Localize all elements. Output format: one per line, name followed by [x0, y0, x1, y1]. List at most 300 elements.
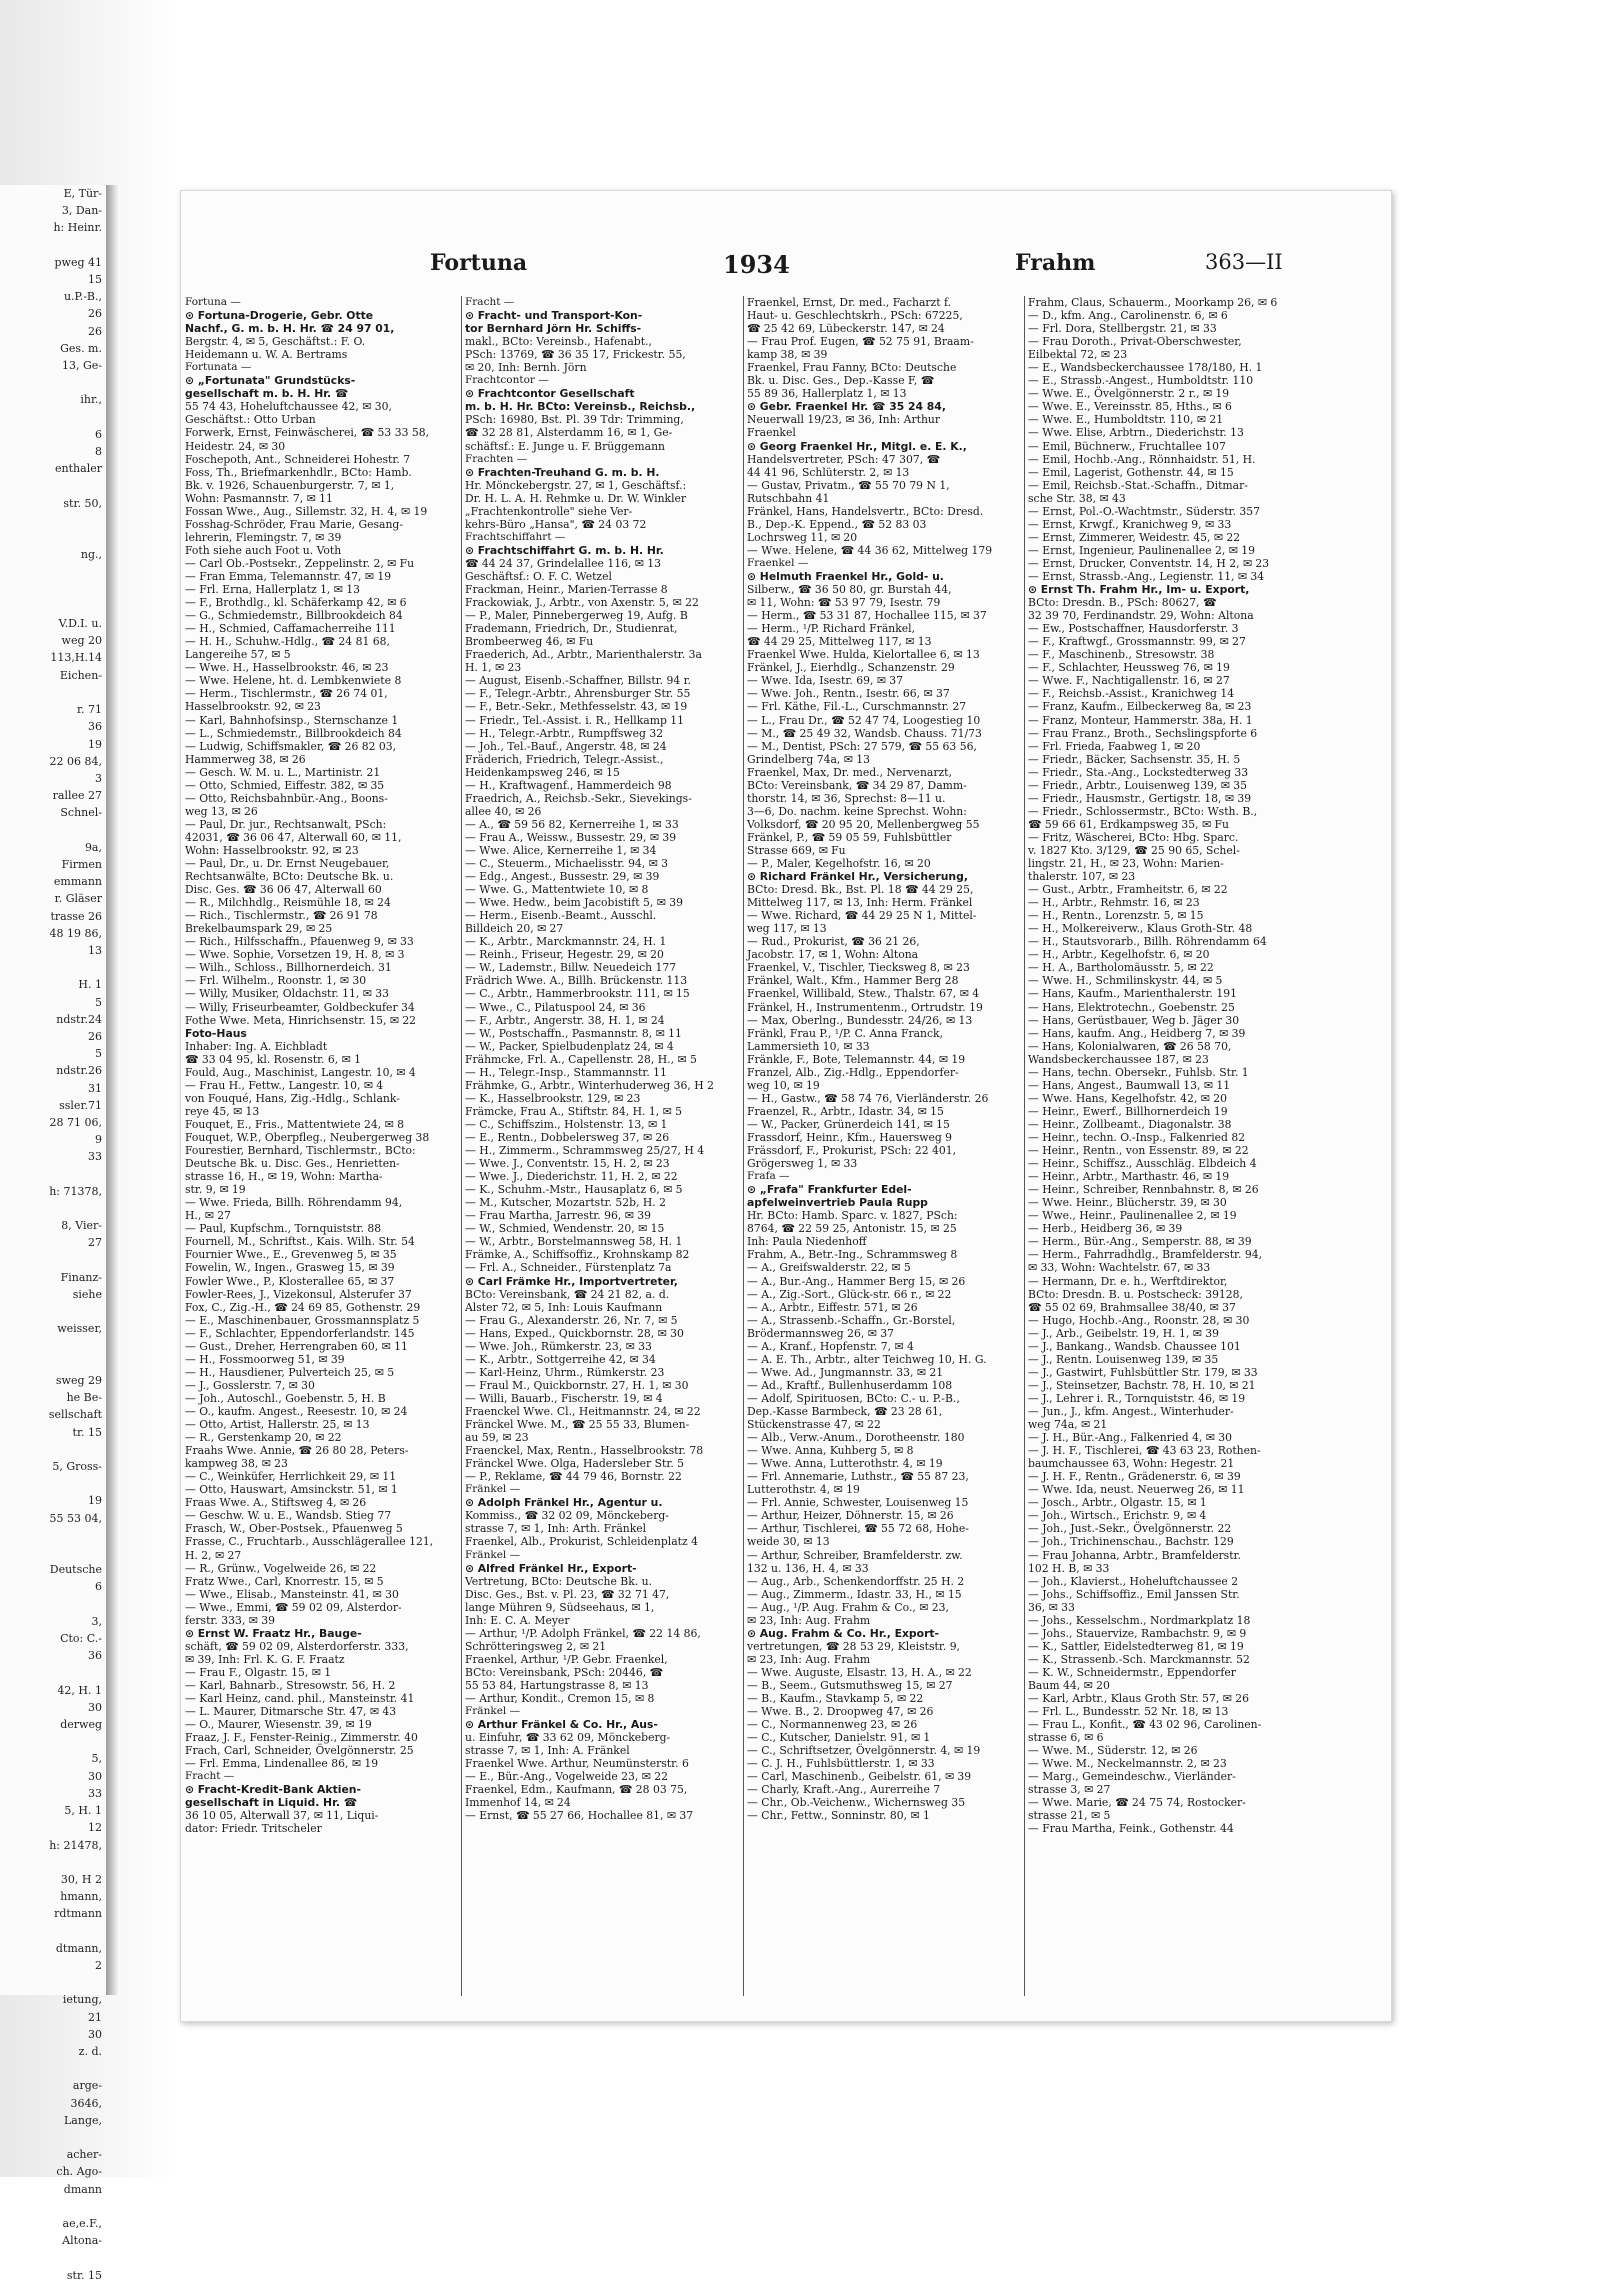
directory-entry: Dep.-Kasse Barmbeck, ☎ 23 28 61,: [747, 1404, 943, 1418]
directory-entry: — E., Rentn., Dobbelersweg 37, ✉ 26: [465, 1131, 670, 1144]
directory-entry: — Wwe. Joh., Rümkerstr. 23, ✉ 33: [465, 1339, 652, 1353]
directory-entry: PSch: 16980, Bst. Pl. 39 Tdr: Trimming,: [465, 413, 684, 427]
column-divider: [743, 296, 744, 1996]
adjacent-page-line: z. d.: [78, 2044, 102, 2058]
directory-entry: Fraenkel: [747, 426, 796, 440]
directory-entry: — O., kaufm. Angest., Reesestr. 10, ✉ 24: [185, 1404, 408, 1418]
directory-entry: — Fritz, Wäscherei, BCto: Hbg. Sparc.: [1028, 830, 1239, 844]
directory-entry: — Frau G., Alexanderstr. 26, Nr. 7, ✉ 5: [465, 1313, 678, 1327]
adjacent-page-line: [0, 1355, 108, 1372]
directory-entry: — Hans, Elektrotechn., Goebenstr. 25: [1028, 1000, 1235, 1014]
directory-entry: Wandsbeckerchaussee 187, ✉ 23: [1028, 1052, 1209, 1066]
directory-entry: — Reinh., Friseur, Hegestr. 29, ✉ 20: [465, 948, 664, 962]
directory-entry: Foschepoth, Ant., Schneiderei Hohestr. 7: [185, 452, 411, 466]
directory-entry: ⊙ „Fortunata" Grundstücks-: [185, 374, 356, 388]
directory-entry: ⊙ Gebr. Fraenkel Hr. ☎ 35 24 84,: [747, 400, 946, 414]
adjacent-page-line: 9: [95, 1133, 102, 1147]
adjacent-page-line: Firmen: [61, 857, 102, 871]
directory-entry: ☎ 25 42 69, Lübeckerstr. 147, ✉ 24: [747, 322, 945, 336]
adjacent-page-line: str. 15: [66, 2268, 102, 2282]
directory-entry: — Josch., Arbtr., Olgastr. 15, ✉ 1: [1028, 1496, 1207, 1510]
directory-entry: — M., ☎ 25 49 32, Wandsb. Chauss. 71/73: [747, 726, 982, 740]
adjacent-page-line: [0, 563, 108, 580]
adjacent-page-line: 30: [88, 1769, 102, 1783]
directory-entry: — Charly, Kraft.-Ang., Aurerreihe 7: [747, 1783, 941, 1797]
directory-entry: ⊙ Frachtcontor Gesellschaft: [465, 387, 635, 401]
directory-entry: Fraenkel, Edm., Kaufmann, ☎ 28 03 75,: [465, 1783, 688, 1797]
directory-entry: Grögersweg 1, ✉ 33: [747, 1157, 858, 1171]
directory-entry: — E., Strassb.-Angest., Humboldtstr. 110: [1028, 374, 1254, 388]
directory-entry: weg 74a, ✉ 21: [1028, 1418, 1108, 1432]
adjacent-page-line: 3646,: [70, 2096, 102, 2110]
directory-entry: — Gustav, Privatm., ☎ 55 70 79 N 1,: [747, 478, 950, 492]
directory-entry: Fraenkel, Arthur, ¹/P. Gebr. Fraenkel,: [465, 1652, 668, 1666]
directory-entry: — Joh., Klavierst., Hoheluftchaussee 2: [1028, 1574, 1239, 1588]
directory-entry: Fraederich, Ad., Arbtr., Marienthalerstr. 3a: [465, 648, 702, 662]
adjacent-page-line: dtmann,: [55, 1941, 102, 1955]
directory-entry: — Frau A., Weissw., Bussestr. 29, ✉ 39: [465, 830, 677, 844]
adjacent-page-line: sellschaft: [48, 1408, 102, 1422]
adjacent-page-line: 21: [88, 2010, 102, 2024]
directory-entry: 42031, ☎ 36 06 47, Alterwall 60, ✉ 11,: [185, 830, 402, 844]
directory-entry: — J., Bankang., Wandsb. Chaussee 101: [1028, 1339, 1241, 1353]
directory-entry: — Herm., ☎ 53 31 87, Hochallee 115, ✉ 37: [747, 609, 987, 623]
directory-entry: — Wilh., Schloss., Billhornerdeich. 31: [185, 961, 392, 975]
adjacent-page-line: [0, 684, 108, 701]
directory-entry: — Wwe. B., 2. Droopweg 47, ✉ 26: [747, 1705, 934, 1719]
directory-entry: ⊙ Frachten-Treuhand G. m. b. H.: [465, 465, 660, 479]
directory-entry: ✉ 39, Inh: Frl. K. G. F. Fraatz: [185, 1652, 345, 1666]
adjacent-page-line: weg 20: [61, 634, 102, 648]
adjacent-page-line: [0, 2129, 108, 2146]
directory-entry: Fossan Wwe., Aug., Sillemstr. 32, H. 4, ✉ 19: [185, 504, 428, 518]
directory-entry: Fraenkel Wwe. Arthur, Neumünsterstr. 6: [465, 1757, 689, 1771]
directory-entry: — Ernst, Ingenieur, Paulinenallee 2, ✉ 19: [1028, 543, 1255, 557]
directory-entry: ⊙ Carl Främke Hr., Importvertreter,: [465, 1274, 678, 1288]
directory-entry: — Emil, Büchnerw., Fruchtallee 107: [1028, 439, 1226, 453]
adjacent-page-line: 19: [88, 737, 102, 751]
directory-entry: — Edg., Angest., Bussestr. 29, ✉ 39: [465, 870, 660, 884]
directory-entry: apfelweinvertrieb Paula Rupp: [747, 1196, 928, 1210]
directory-entry: — A., Arbtr., Eiffestr. 571, ✉ 26: [747, 1300, 918, 1314]
directory-entry: ☎ 59 66 61, Erdkampsweg 35, ✉ Fu: [1028, 817, 1229, 831]
adjacent-page-line: acher-: [66, 2148, 102, 2162]
directory-entry: — Karl-Heinz, Uhrm., Rümkerstr. 23: [465, 1365, 665, 1379]
directory-entry: — Arthur, Schreiber, Bramfelderstr. zw.: [747, 1548, 963, 1562]
adjacent-page-line: trasse 26: [50, 909, 102, 923]
directory-entry: — H., Telegr.-Insp., Stammannstr. 11: [465, 1065, 667, 1079]
adjacent-page-line: Schnel-: [60, 806, 102, 820]
directory-entry: — Rich., Hilfsschaffn., Pfauenweg 9, ✉ 33: [185, 935, 414, 949]
directory-entry: ⊙ Alfred Fränkel Hr., Export-: [465, 1561, 637, 1575]
adjacent-page-line: 12: [88, 1821, 102, 1835]
directory-entry: — Ernst, Zimmerer, Weidestr. 45, ✉ 22: [1028, 530, 1241, 544]
directory-entry: — Hans, Exped., Quickbornstr. 28, ✉ 30: [465, 1326, 684, 1340]
page-header: [0, 250, 1380, 290]
directory-entry: — Paul, Dr. jur., Rechtsanwalt, PSch:: [185, 817, 387, 831]
directory-entry: — Wwe. Heinr., Blücherstr. 39, ✉ 30: [1028, 1196, 1227, 1210]
directory-entry: Fränkle, F., Bote, Telemannstr. 44, ✉ 19: [747, 1052, 966, 1066]
directory-entry: vertretungen, ☎ 28 53 29, Kleiststr. 9,: [747, 1639, 960, 1653]
directory-entry: Forwerk, Ernst, Feinwäscherei, ☎ 53 33 58,: [185, 426, 430, 440]
directory-entry: u. Einfuhr, ☎ 33 62 09, Mönckeberg-: [465, 1731, 671, 1745]
directory-entry: ⊙ „Frafa" Frankfurter Edel-: [747, 1183, 912, 1197]
adjacent-page-line: 26: [88, 324, 102, 338]
directory-entry: 8764, ☎ 22 59 25, Antonistr. 15, ✉ 25: [747, 1222, 957, 1236]
directory-entry: — F., Reichsb.-Assist., Kranichweg 14: [1028, 687, 1235, 701]
directory-entry: Kommiss., ☎ 32 02 09, Mönckeberg-: [465, 1509, 669, 1523]
adjacent-page-line: [0, 959, 108, 976]
directory-entry: Fournell, M., Schriftst., Kais. Wilh. Str. 54: [185, 1235, 415, 1249]
directory-entry: — Willy, Musiker, Oldachstr. 11, ✉ 33: [185, 987, 389, 1001]
directory-entry: Rutschbahn 41: [747, 491, 830, 505]
directory-entry: — Wwe. Helene, ht. d. Lembkenwiete 8: [185, 674, 402, 688]
adjacent-page-line: 19: [88, 1494, 102, 1508]
directory-entry: — Wwe., Heinr., Paulinenallee 2, ✉ 19: [1028, 1209, 1237, 1223]
adjacent-page-line: str. 50,: [63, 496, 102, 510]
directory-entry: ☎ 55 02 69, Brahmsallee 38/40, ✉ 37: [1028, 1300, 1236, 1314]
directory-entry: — Frl. Käthe, Fil.-L., Curschmannstr. 27: [747, 700, 967, 714]
directory-entry: Wohn: Hasselbrookstr. 92, ✉ 23: [185, 843, 359, 857]
directory-entry: — H., Zimmerm., Schrammsweg 25/27, H 4: [465, 1144, 705, 1158]
directory-entry: — Friedr., Tel.-Assist. i. R., Hellkamp 11: [465, 713, 685, 727]
directory-entry: — Otto, Artist, Hallerstr. 25, ✉ 13: [185, 1418, 370, 1432]
directory-entry: — Wwe. Elise, Arbtrn., Diederichstr. 13: [1028, 426, 1244, 440]
directory-entry: — B., Seem., Gutsmuthsweg 15, ✉ 27: [747, 1678, 953, 1692]
directory-entry: — C., Schiffszim., Holstenstr. 13, ✉ 1: [465, 1117, 668, 1131]
adjacent-page-line: 113,H.14: [50, 651, 102, 665]
adjacent-page-line: 42, H. 1: [57, 1683, 102, 1697]
directory-entry: Stückenstrasse 47, ✉ 22: [747, 1418, 881, 1432]
directory-entry: 102 H. B, ✉ 33: [1028, 1561, 1110, 1575]
directory-entry: — Frl. A., Schneider., Fürstenplatz 7a: [465, 1261, 672, 1275]
adjacent-page-line: enthaler: [55, 462, 102, 476]
directory-entry: — Max, Oberlng., Bundesstr. 24/26, ✉ 13: [747, 1013, 973, 1027]
adjacent-page-line: 5: [95, 1047, 102, 1061]
directory-entry: — C., Arbtr., Hammerbrookstr. 111, ✉ 15: [465, 987, 690, 1001]
directory-entry: Fratz Wwe., Carl, Knorrestr. 15, ✉ 5: [185, 1574, 384, 1588]
directory-entry: — C., Kutscher, Danielstr. 91, ✉ 1: [747, 1731, 931, 1745]
directory-entry: — Chr., Ob.-Veichenw., Wichernsweg 35: [747, 1796, 966, 1810]
directory-entry: Fraahs Wwe. Annie, ☎ 26 80 28, Peters-: [185, 1444, 409, 1458]
directory-entry: Främcke, Frau A., Stiftstr. 84, H. 1, ✉ 5: [465, 1104, 682, 1118]
directory-entry: — Heinr., Ewerf., Billhornerdeich 19: [1028, 1104, 1228, 1118]
directory-entry: — Franz, Kaufm., Eilbeckerweg 8a, ✉ 23: [1028, 700, 1252, 714]
directory-entry: — J. H. F., Rentn., Grädenerstr. 6, ✉ 39: [1028, 1470, 1241, 1484]
directory-entry: — J. H., Bür.-Ang., Falkenried 4, ✉ 30: [1028, 1431, 1233, 1445]
directory-entry: — Aug., Zimmerm., Idastr. 33, H., ✉ 15: [747, 1587, 962, 1601]
directory-entry: Wohn: Pasmannstr. 7, ✉ 11: [185, 491, 333, 505]
directory-entry: ✉ 20, Inh: Bernh. Jörn: [465, 361, 587, 375]
directory-entry: — W., Lademstr., Billw. Neuedeich 177: [465, 961, 677, 975]
directory-entry: H. 1, ✉ 23: [465, 661, 522, 675]
page-fold: [106, 185, 120, 1995]
directory-entry: — Wwe. Anna, Lutterothstr. 4, ✉ 19: [747, 1457, 943, 1471]
directory-entry: Hr. Mönckebergstr. 27, ✉ 1, Geschäftsf.:: [465, 478, 687, 492]
adjacent-page-line: [0, 1733, 108, 1750]
directory-entry: — K., Sattler, Eidelstedterweg 81, ✉ 19: [1028, 1639, 1244, 1653]
directory-entry: — Wwe. Alice, Kernerreihe 1, ✉ 34: [465, 843, 657, 857]
directory-entry: H. 2, ✉ 27: [185, 1548, 242, 1562]
adjacent-page-line: [0, 1854, 108, 1871]
directory-entry: ⊙ Aug. Frahm & Co. Hr., Export-: [747, 1626, 940, 1640]
adjacent-page-line: weisser,: [57, 1322, 102, 1336]
directory-entry: lehrerin, Flemingstr. 7, ✉ 39: [185, 530, 342, 544]
directory-entry: — Wwe. Ida, neust. Neuerweg 26, ✉ 11: [1028, 1483, 1245, 1497]
directory-entry: 132 u. 136, H. 4, ✉ 33: [747, 1561, 869, 1575]
directory-entry: — J., Gastwirt, Fuhlsbüttler Str. 179, ✉ 33: [1028, 1365, 1258, 1379]
directory-entry: Frackman, Heinr., Marien-Terrasse 8: [465, 583, 668, 597]
directory-entry: — Ernst, Krwgf., Kranichweg 9, ✉ 33: [1028, 517, 1232, 531]
directory-entry: — H., Rentn., Lorenzstr. 5, ✉ 15: [1028, 909, 1204, 923]
directory-entry: — Wwe. E., Humboldtstr. 110, ✉ 21: [1028, 413, 1224, 427]
directory-entry: — Wwe. F., Nachtigallenstr. 16, ✉ 27: [1028, 674, 1230, 688]
directory-entry: Fränkel, J., Eierhdlg., Schanzenstr. 29: [747, 661, 955, 675]
directory-entry: Billdeich 20, ✉ 27: [465, 922, 564, 936]
directory-entry: lingstr. 21, H., ✉ 23, Wohn: Marien-: [1028, 857, 1224, 871]
directory-entry: ☎ 44 29 25, Mittelweg 117, ✉ 13: [747, 635, 932, 649]
directory-entry: strasse 16, H., ✉ 19, Wohn: Martha-: [185, 1170, 383, 1184]
directory-entry: — Wwe. Hedw., beim Jacobistift 5, ✉ 39: [465, 896, 683, 910]
directory-entry: weg 13, ✉ 26: [185, 804, 258, 818]
directory-entry: Fräderich, Friedrich, Telegr.-Assist.,: [465, 752, 664, 766]
directory-entry: 55 89 36, Hallerplatz 1, ✉ 13: [747, 387, 907, 401]
directory-entry: Vertretung, BCto: Deutsche Bk. u.: [465, 1574, 652, 1588]
directory-entry: Jacobstr. 17, ✉ 1, Wohn: Altona: [747, 948, 919, 962]
directory-entry: — Fran Emma, Telemannstr. 47, ✉ 19: [185, 569, 392, 583]
adjacent-page-line: Finanz-: [60, 1270, 102, 1284]
directory-entry: Geschäftst.: Otto Urban: [185, 413, 316, 427]
directory-entry: — W., Schmied, Wendenstr. 20, ✉ 15: [465, 1222, 665, 1236]
directory-entry: — August, Eisenb.-Schaffner, Billstr. 94 r.: [465, 674, 692, 688]
adjacent-page-line: [0, 1664, 108, 1681]
directory-entry: Fraenkel, Max, Dr. med., Nervenarzt,: [747, 765, 952, 779]
directory-entry: Frahm, Claus, Schauerm., Moorkamp 26, ✉ 6: [1028, 296, 1278, 309]
directory-entry: ☎ 32 28 81, Alsterdamm 16, ✉ 1, Ge-: [465, 426, 673, 440]
adjacent-page-line: ch. Ago-: [56, 2165, 102, 2179]
directory-entry: Fraenckel Wwe. Cl., Heitmannstr. 24, ✉ 22: [465, 1404, 701, 1418]
directory-entry: Silberw., ☎ 36 50 80, gr. Burstah 44,: [747, 583, 952, 597]
directory-entry: — Rich., Tischlermstr., ☎ 26 91 78: [185, 909, 378, 923]
directory-entry: — Carl, Maschinenb., Geibelstr. 61, ✉ 39: [747, 1770, 972, 1784]
adjacent-page-line: Lange,: [64, 2113, 102, 2127]
adjacent-page-line: [0, 2249, 108, 2266]
directory-entry: Franzel, Alb., Zig.-Hdlg., Eppendorfer-: [747, 1065, 959, 1079]
adjacent-page-line: 5: [95, 995, 102, 1009]
directory-entry: — W., Arbtr., Borstelmannsweg 58, H. 1: [465, 1235, 683, 1249]
directory-entry: — G., Schmiedemstr., Billbrookdeich 84: [185, 609, 403, 623]
directory-entry: Foss, Th., Briefmarkenhdlr., BCto: Hamb.: [185, 465, 412, 479]
directory-entry: — Arthur, ¹/P. Adolph Fränkel, ☎ 22 14 86,: [465, 1626, 701, 1640]
directory-entry: Frädrich Wwe. A., Billh. Brückenstr. 113: [465, 974, 688, 988]
adjacent-page-line: [0, 1974, 108, 1991]
adjacent-page-line: he Be-: [66, 1391, 102, 1405]
adjacent-page-line: 3,: [91, 1614, 102, 1628]
adjacent-page-line: 31: [88, 1081, 102, 1095]
directory-entry: au 59, ✉ 23: [465, 1431, 529, 1445]
section-heading: Frachtcontor —: [465, 374, 549, 387]
directory-entry: — Frl. Wilhelm., Roonstr. 1, ✉ 30: [185, 974, 367, 988]
directory-entry: — Frl. Emma, Lindenallee 86, ✉ 19: [185, 1757, 379, 1771]
adjacent-page-line: 27: [88, 1236, 102, 1250]
directory-entry: — H., Hausdiener, Pulverteich 25, ✉ 5: [185, 1365, 395, 1379]
directory-entry: thorstr. 14, ✉ 36, Sprechst: 8—11 u.: [747, 791, 946, 805]
directory-entry: v. 1827 Kto. 3/129, ☎ 25 90 65, Schel-: [1028, 843, 1240, 857]
adjacent-page-text: [0, 185, 108, 2284]
directory-entry: — Heinr., Rentn., von Essenstr. 89, ✉ 22: [1028, 1144, 1249, 1158]
directory-entry: — Paul, Dr., u. Dr. Ernst Neugebauer,: [185, 857, 390, 871]
directory-entry: — K., Strassenb.-Sch. Marckmannstr. 52: [1028, 1652, 1250, 1666]
directory-entry: Bk. u. Disc. Ges., Dep.-Kasse F, ☎: [747, 374, 935, 388]
directory-entry: — Geschw. W. u. E., Wandsb. Stieg 77: [185, 1509, 392, 1523]
directory-entry: thalerstr. 107, ✉ 23: [1028, 870, 1136, 884]
directory-entry: strasse 21, ✉ 5: [1028, 1809, 1111, 1823]
adjacent-page-line: r. Gläser: [54, 892, 102, 906]
directory-entry: — Ernst, Drucker, Conventstr. 14, H 2, ✉ 23: [1028, 556, 1270, 570]
directory-entry: — Hans, Angest., Baumwall 13, ✉ 11: [1028, 1078, 1231, 1092]
adjacent-page-line: 55 53 04,: [49, 1511, 102, 1525]
directory-entry: — Karl, Bahnarb., Stresowstr. 56, H. 2: [185, 1678, 396, 1692]
directory-entry: 36 10 05, Alterwall 37, ✉ 11, Liqui-: [185, 1809, 379, 1823]
directory-entry: Fraenkel Wwe. Hulda, Kielortallee 6, ✉ 13: [747, 648, 980, 662]
directory-entry: Haut- u. Geschlechtskrh., PSch: 67225,: [747, 309, 963, 323]
adjacent-page-line: rdtmann: [54, 1907, 102, 1921]
directory-entry: — Heinr., Schiffsz., Ausschläg. Elbdeich 4: [1028, 1157, 1257, 1171]
section-heading: Fortuna —: [185, 296, 241, 308]
directory-entry: — H., Stautsvorarb., Billh. Röhrendamm 64: [1028, 935, 1267, 949]
adjacent-page-line: 13: [88, 943, 102, 957]
directory-entry: — Frau H., Fettw., Langestr. 10, ✉ 4: [185, 1078, 384, 1092]
adjacent-page-line: 30: [88, 1700, 102, 1714]
directory-entry: ⊙ Richard Fränkel Hr., Versicherung,: [747, 870, 968, 884]
directory-entry: — Frau Prof. Eugen, ☎ 52 75 91, Braam-: [747, 335, 974, 349]
directory-entry: — Marg., Gemeindeschw., Vierländer-: [1028, 1770, 1236, 1784]
directory-entry: — A., Zig.-Sort., Glück-str. 66 r., ✉ 22: [747, 1287, 952, 1301]
directory-entry: — R., Gerstenkamp 20, ✉ 22: [185, 1431, 342, 1445]
directory-entry: — M., Kutscher, Mozartstr. 52b, H. 2: [465, 1196, 667, 1210]
directory-column-1: [185, 296, 459, 1836]
directory-entry: Fournier Wwe., E., Grevenweg 5, ✉ 35: [185, 1248, 397, 1262]
adjacent-page-line: 28 71 06,: [49, 1115, 102, 1129]
directory-entry: — Herm., ¹/P. Richard Fränkel,: [747, 622, 916, 636]
directory-entry: ☎ 33 04 95, kl. Rosenstr. 6, ✉ 1: [185, 1052, 361, 1066]
directory-entry: — Wwe. Sophie, Vorsetzen 19, H. 8, ✉ 3: [185, 948, 405, 962]
directory-entry: — Frau F., Olgastr. 15, ✉ 1: [185, 1665, 332, 1679]
directory-entry: — Ernst, ☎ 55 27 66, Hochallee 81, ✉ 37: [465, 1809, 694, 1823]
directory-entry: Frasch, W., Ober-Postsek., Pfauenweg 5: [185, 1522, 403, 1536]
adjacent-page-line: 36: [88, 720, 102, 734]
directory-entry: ⊙ Fortuna-Drogerie, Gebr. Otte: [185, 309, 374, 323]
adjacent-page-line: Cto: C.-: [60, 1632, 102, 1646]
directory-entry: — H. H., Schuhw.-Hdlg., ☎ 24 81 68,: [185, 635, 390, 649]
directory-entry: — Wwe., C., Pilatuspool 24, ✉ 36: [465, 1000, 646, 1014]
directory-entry: — Willy, Friseurbeamter, Goldbeckufer 34: [185, 1000, 415, 1014]
adjacent-page-line: 2: [95, 1958, 102, 1972]
directory-entry: Fraenkel, Willibald, Stew., Thalstr. 67, ✉ 4: [747, 987, 980, 1001]
directory-entry: — Joh., Tel.-Bauf., Angerstr. 48, ✉ 24: [465, 739, 667, 753]
adjacent-page-line: h: 71378,: [49, 1184, 102, 1198]
directory-entry: Deutsche Bk. u. Disc. Ges., Henrietten-: [185, 1157, 400, 1171]
directory-entry: Mittelweg 117, ✉ 13, Inh: Herm. Fränkel: [747, 896, 973, 910]
directory-entry: Frahm, A., Betr.-Ing., Schrammsweg 8: [747, 1248, 958, 1262]
directory-entry: BCto: Dresdn. B. u. Postscheck: 39128,: [1028, 1287, 1243, 1301]
directory-entry: Frasse, C., Fruchtarb., Ausschlägerallee 121,: [185, 1535, 434, 1549]
directory-entry: Fowler Wwe., P., Klosterallee 65, ✉ 37: [185, 1274, 395, 1288]
directory-entry: weg 117, ✉ 13: [747, 922, 827, 936]
directory-entry: weide 30, ✉ 13: [747, 1535, 830, 1549]
directory-entry: — Hugo, Hochb.-Ang., Roonstr. 28, ✉ 30: [1028, 1313, 1250, 1327]
directory-entry: — K., Schuhm.-Mstr., Hausaplatz 6, ✉ 5: [465, 1183, 683, 1197]
directory-entry: — Frau Johanna, Arbtr., Bramfelderstr.: [1028, 1548, 1241, 1562]
directory-entry: Fraenkel, Frau Fanny, BCto: Deutsche: [747, 361, 957, 375]
directory-entry: Neuerwall 19/23, ✉ 36, Inh: Arthur: [747, 413, 941, 427]
directory-entry: m. b. H. Hr. BCto: Vereinsb., Reichsb.,: [465, 400, 696, 414]
directory-entry: — Alb., Verw.-Anum., Dorotheenstr. 180: [747, 1431, 965, 1445]
section-heading: Frafa —: [747, 1170, 790, 1183]
section-heading: Fracht —: [185, 1770, 235, 1783]
directory-entry: — Friedr., Arbtr., Louisenweg 139, ✉ 35: [1028, 778, 1248, 792]
adjacent-page-line: 5, H. 1: [64, 1804, 102, 1818]
directory-entry: — Aug., Arb., Schenkendorffstr. 25 H. 2: [747, 1574, 965, 1588]
directory-entry: ✉ 11, Wohn: ☎ 53 97 79, Isestr. 79: [747, 596, 941, 610]
directory-entry: — Franz, Monteur, Hammerstr. 38a, H. 1: [1028, 713, 1253, 727]
directory-entry: Handelsvertreter, PSch: 47 307, ☎: [747, 452, 941, 466]
adjacent-page-line: hmann,: [60, 1890, 102, 1904]
directory-entry: gesellschaft m. b. H. Hr. ☎: [185, 387, 349, 401]
adjacent-page-line: 22 06 84,: [49, 754, 102, 768]
directory-entry: Inhaber: Ing. A. Eichbladt: [185, 1039, 328, 1053]
adjacent-page-line: 15: [88, 273, 102, 287]
directory-entry: — J., Steinsetzer, Bachstr. 78, H. 10, ✉ 21: [1028, 1378, 1256, 1392]
directory-entry: PSch: 13769, ☎ 36 35 17, Frickestr. 55,: [465, 348, 686, 362]
directory-entry: — Frau Martha, Feink., Gothenstr. 44: [1028, 1822, 1234, 1836]
directory-entry: Foto-Haus: [185, 1026, 247, 1040]
directory-entry: dator: Friedr. Tritscheler: [185, 1822, 322, 1836]
directory-entry: strasse 6, ✉ 6: [1028, 1731, 1104, 1745]
directory-entry: Lutterothstr. 4, ✉ 19: [747, 1483, 860, 1497]
directory-entry: — Aug., ¹/P. Aug. Frahm & Co., ✉ 23,: [747, 1600, 949, 1614]
directory-entry: Volksdorf, ☎ 20 95 20, Mellenbergweg 55: [747, 817, 980, 831]
directory-entry: — Johs., Stauervize, Rambachstr. 9, ✉ 9: [1028, 1626, 1247, 1640]
directory-entry: — C., Normannenweg 23, ✉ 26: [747, 1718, 918, 1732]
directory-entry: von Fouqué, Hans, Zig.-Hdlg., Schlank-: [185, 1091, 400, 1105]
directory-entry: — Herm., Bür.-Ang., Semperstr. 88, ✉ 39: [1028, 1235, 1252, 1249]
directory-entry: — Wwe. Auguste, Elsastr. 13, H. A., ✉ 22: [747, 1665, 972, 1679]
adjacent-page-line: [0, 1475, 108, 1492]
directory-entry: — Wwe. Richard, ☎ 44 29 25 N 1, Mittel-: [747, 909, 977, 923]
directory-entry: Strasse 669, ✉ Fu: [747, 843, 846, 857]
directory-entry: — Arthur, Heizer, Döhnerstr. 15, ✉ 26: [747, 1509, 954, 1523]
directory-entry: Frässdorf, F., Prokurist, PSch: 22 401,: [747, 1144, 957, 1158]
directory-entry: — Friedr., Schlossermstr., BCto: Wsth. B.,: [1028, 804, 1258, 818]
directory-entry: Fraaz, J. F., Fenster-Reinig., Zimmerstr. 40: [185, 1731, 418, 1745]
adjacent-page-line: 36: [88, 1649, 102, 1663]
section-heading: Fränkel —: [465, 1705, 521, 1718]
directory-entry: ✉ 33, Wohn: Wachtelstr. 67, ✉ 33: [1028, 1261, 1211, 1275]
directory-entry: — J., Lehrer i. R., Tornquiststr. 46, ✉ 19: [1028, 1391, 1246, 1405]
directory-entry: Fraas Wwe. A., Stiftsweg 4, ✉ 26: [185, 1496, 367, 1510]
directory-entry: Geschäftsf.: O. F. C. Wetzel: [465, 569, 612, 583]
directory-entry: — Wwe. Ad., Jungmannstr. 33, ✉ 21: [747, 1365, 944, 1379]
adjacent-page-line: 13, Ge-: [61, 359, 102, 373]
directory-entry: — Wwe. E., Övelgönnerstr. 2 r., ✉ 19: [1028, 387, 1230, 401]
directory-entry: — L., Schmiedemstr., Billbrookdeich 84: [185, 726, 402, 740]
adjacent-page-line: 26: [88, 307, 102, 321]
directory-entry: Langereihe 57, ✉ 5: [185, 648, 291, 662]
directory-entry: ferstr. 333, ✉ 39: [185, 1613, 275, 1627]
header-page-number: 363—II: [1205, 250, 1283, 274]
header-first-entry: Fortuna: [430, 250, 528, 276]
